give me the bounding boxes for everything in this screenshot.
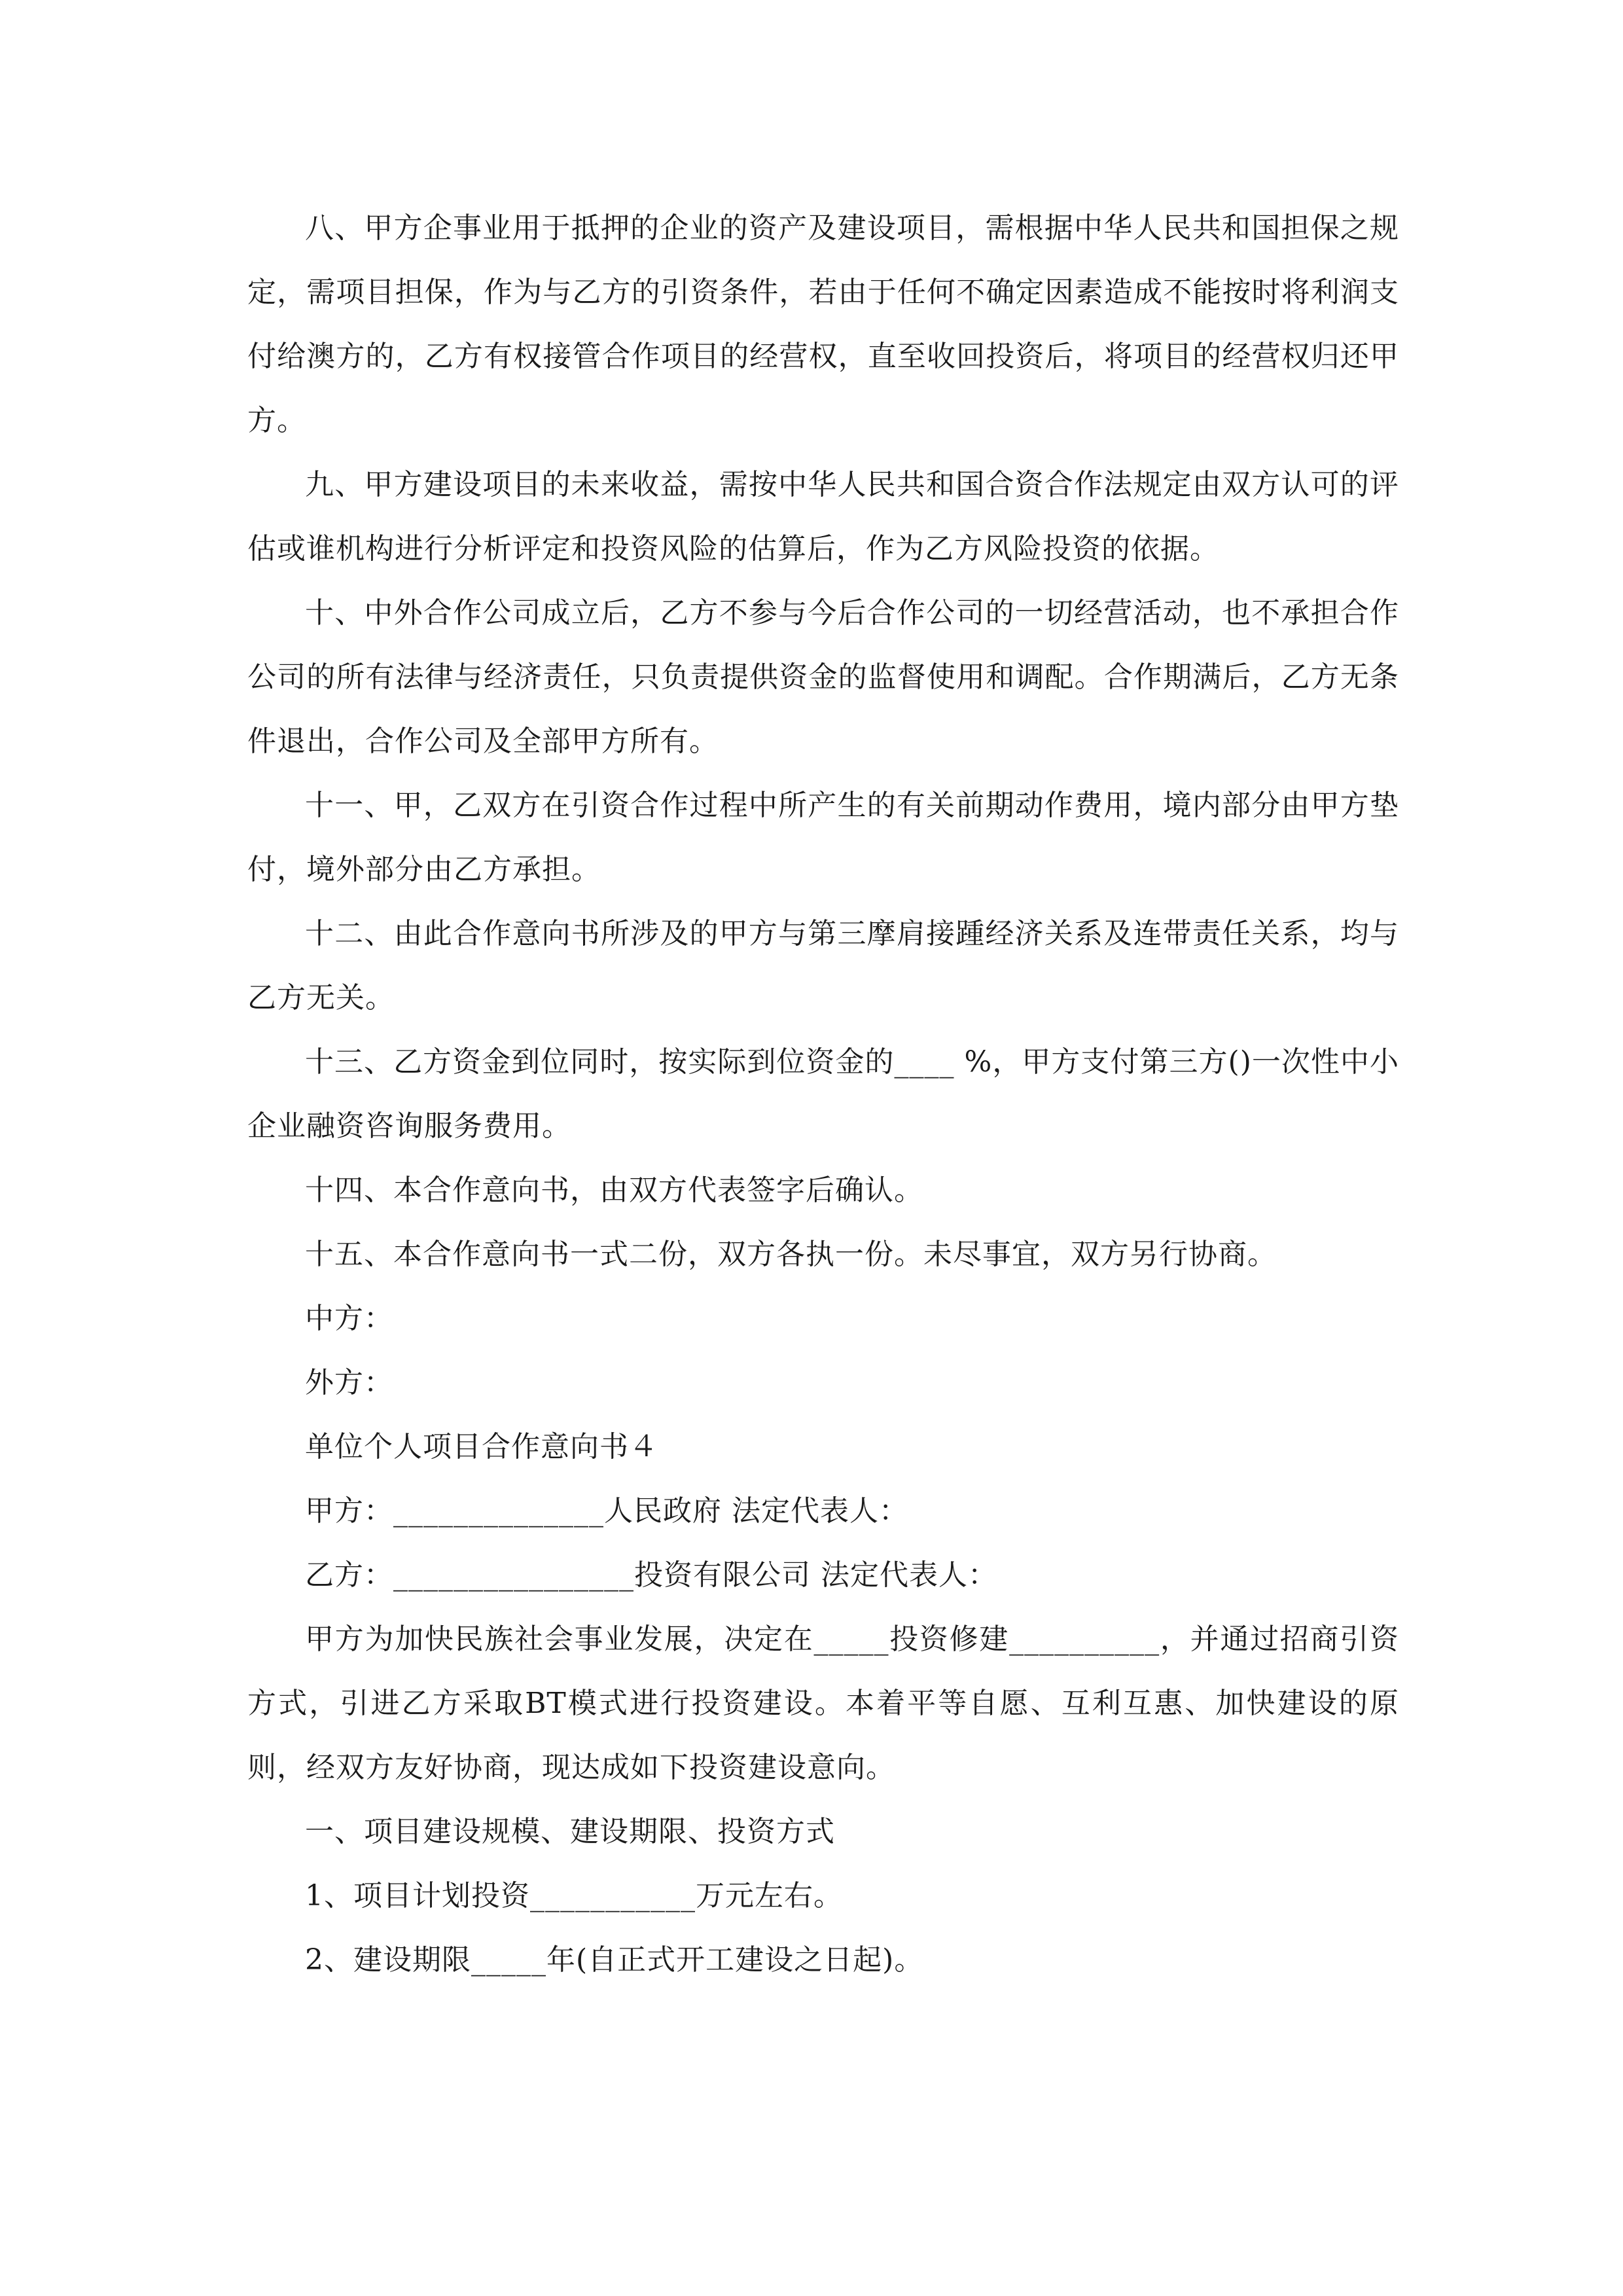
signature-china-party: 中方： — [305, 1302, 393, 1335]
paragraph-13: 十三、乙方资金到位同时，按实际到位资金的____ %，甲方支付第三方()一次性中小企业融资咨询服务费用。 — [247, 1045, 1399, 1143]
document-page — [247, 196, 1399, 1992]
party-b-line: 乙方：________________投资有限公司 法定代表人： — [305, 1558, 997, 1592]
paragraph-12: 十二、由此合作意向书所涉及的甲方与第三摩肩接踵经济关系及连带责任关系，均与乙方无关。 — [247, 917, 1399, 1014]
intro-paragraph: 甲方为加快民族社会事业发展，决定在_____投资修建__________，并通过招商引资方式，引进乙方采取BT模式进行投资建设。本着平等自愿、互利互惠、加快建设的原则，经双方友好协商，现达成如下投资建设意向。 — [247, 1623, 1399, 1784]
paragraph-10: 十、中外合作公司成立后，乙方不参与今后合作公司的一切经营活动，也不承担合作公司的所有法律与经济责任，只负责提供资金的监督使用和调配。合作期满后，乙方无条件退出，合作公司及全部甲方所有。 — [247, 596, 1399, 758]
section-title: 单位个人项目合作意向书４ — [305, 1430, 658, 1463]
clause-1-heading: 一、项目建设规模、建设期限、投资方式 — [305, 1815, 835, 1848]
party-a-line: 甲方：______________人民政府 法定代表人： — [305, 1494, 908, 1528]
paragraph-8: 八、甲方企事业用于抵押的企业的资产及建设项目，需根据中华人民共和国担保之规定，需项目担保，作为与乙方的引资条件，若由于任何不确定因素造成不能按时将利润支付给澳方的，乙方有权接管合作项目的经营权，直至收回投资后，将项目的经营权归还甲方。 — [247, 211, 1399, 437]
clause-1-item-2: 2、建设期限_____年(自正式开工建设之日起)。 — [305, 1943, 924, 1977]
paragraph-11: 十一、甲，乙双方在引资合作过程中所产生的有关前期动作费用，境内部分由甲方垫付，境外部分由乙方承担。 — [247, 789, 1399, 886]
clause-1-item-1: 1、项目计划投资___________万元左右。 — [305, 1879, 843, 1912]
signature-foreign-party: 外方： — [305, 1366, 393, 1399]
paragraph-15: 十五、本合作意向书一式二份，双方各执一份。未尽事宜，双方另行协商。 — [305, 1238, 1277, 1271]
paragraph-9: 九、甲方建设项目的未来收益，需按中华人民共和国合资合作法规定由双方认可的评估或谁机构进行分析评定和投资风险的估算后，作为乙方风险投资的依据。 — [247, 468, 1399, 565]
paragraph-14: 十四、本合作意向书，由双方代表签字后确认。 — [305, 1174, 923, 1207]
